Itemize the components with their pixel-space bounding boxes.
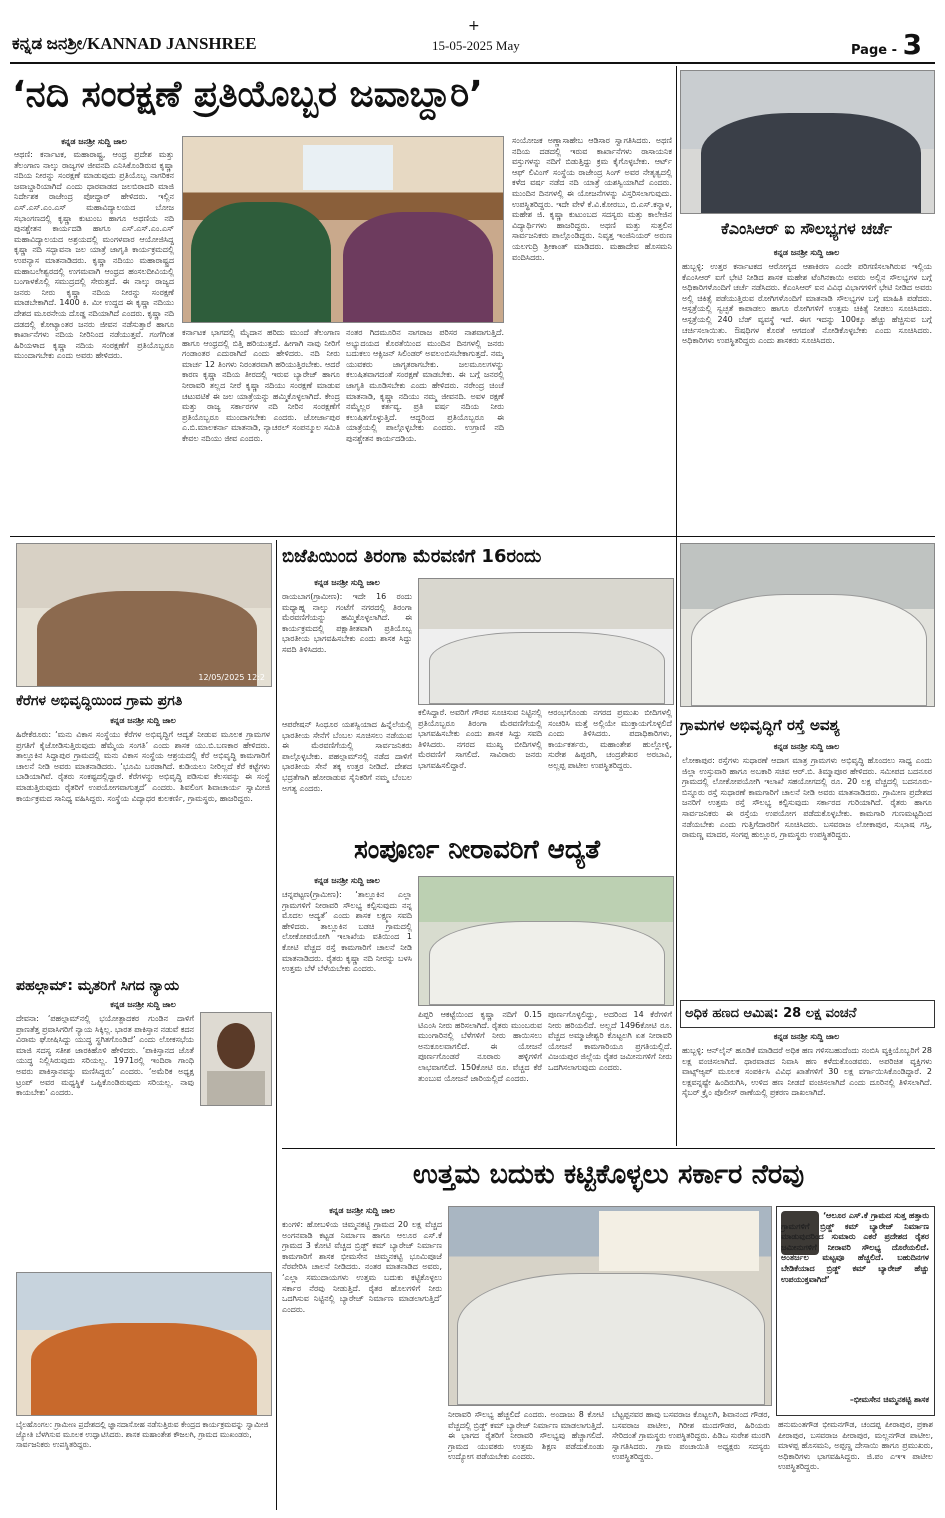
lead-column-3: ನಂತರ ಗಿದಮೂರಿನ ನಾಗರಾಜ ಪರಿಸರ ನಾಶವಾಗುತ್ತಿದೆ. ಅಭ್ಯುದಯದ ಕೊರತೆಯಿಂದ ಮುಂದಿನ ದಿನಗಳಲ್ಲಿ ಜನರು ಬದುಕಲು ಆಕ್ಸಿಜನ್ ಸಿಲಿಂಡರ್ ಅವಲಂಬಿಸಬೇಕಾಗುತ್ತದೆ. ನಮ್ಮ ಯುವಕರು ಜಾಗೃತರಾಗಬೇಕು. ಜಲಮೂಲಗಳನ್ನು ಕಲುಷಿತವಾಗದಂತೆ ಸಂರಕ್ಷಣೆ ಮಾಡಬೇಕು. ಈ ಬಗ್ಗೆ ಜನರಲ್ಲಿ ಜಾಗೃತಿ ಮೂಡಿಸಬೇಕು ಎಂದು ಹೇಳಿದರು. ನರೇಂದ್ರ ಚಿಂಚೆ ಮಾತನಾಡಿ, ಕೃಷ್ಣಾ ನದಿಯು ನಮ್ಮ ಜೀವನದಿ. ಅವಳ ರಕ್ಷಣೆ ನಮ್ಮೆಲ್ಲರ ಕರ್ತವ್ಯ. ಪ್ರತಿ ವರ್ಷ ನದಿಯ ನೀರು ಕಲುಷಿತಗೊಳ್ಳುತ್ತಿದೆ. ಆದ್ದರಿಂದ ಪ್ರತಿಯೊಬ್ಬರೂ ಈ ಯಾತ್ರೆಯಲ್ಲಿ ಪಾಲ್ಗೊಳ್ಳಬೇಕು ಎಂದರು. ಉಗ್ರಾಣಿ ನದಿ ಪುನಶ್ಚೇತನ ಕಾರ್ಯದಡಿಯ. (346, 328, 504, 443)
portrait-shirt (207, 1071, 265, 1105)
month-text: May (495, 38, 520, 53)
masthead-kannada: ಕನ್ನಡ ಜನಶ್ರೀ (12, 34, 83, 53)
better-life-byline: ಕನ್ನಡ ಜನಶ್ರೀ ಸುದ್ದಿ ಜಾಲ (329, 1206, 395, 1215)
page-digit: 3 (902, 28, 923, 61)
bjp-column-1: ಆಪರೇಷನ್ ಸಿಂಧೂರ ಯಶಸ್ವಿಯಾದ ಹಿನ್ನೆಲೆಯಲ್ಲಿ ಭಾರತೀಯ ಸೇನೆಗೆ ಬೆಂಬಲ ಸೂಚಿಸಲು ನಡೆಯುವ ಈ ಮೆರವಣಿಗೆಯಲ್ಲಿ ಸಾರ್ವಜನಿಕರು ಪಾಲ್ಗೊಳ್ಳಬೇಕು. ಪಹಲ್ಗಾಮ್‌ನಲ್ಲಿ ನಡೆದ ದಾಳಿಗೆ ಭಾರತೀಯ ಸೇನೆ ತಕ್ಕ ಉತ್ತರ ನೀಡಿದೆ. ದೇಶದ ಭದ್ರತೆಗಾಗಿ ಹೋರಾಡುವ ಸೈನಿಕರಿಗೆ ನಮ್ಮ ಬೆಂಬಲ ಅಗತ್ಯ ಎಂದರು. (282, 720, 412, 793)
lead-column-2: ಕರ್ನಾಟಕ ಭಾಗದಲ್ಲಿ ಮೈದಾನ ಹರಿದು ಮುಂದೆ ತೆಲಂಗಾಣ ಹಾಗೂ ಆಂಧ್ರದಲ್ಲಿ ಬಿತ್ತಿ ಹರಿಯುತ್ತದೆ. ಹೀಗಾಗಿ ನಾವು ನೀರಿಗೆ ಗಂಡಾಂತರ ಎದುರಾಗಿದೆ ಎಂದು ಹೇಳಿದರು. ನದಿ ನೀರು ಮಾರ್ಚ 12 ತಿಂಗಳು ನಿರಂತರವಾಗಿ ಹರಿಯುತ್ತಿರಬೇಕು. ಆದರೆ ಕಾರಣ ಕೃಷ್ಣಾ ನದಿಯ ತೀರದಲ್ಲಿ ಇರುವ ಬ್ಯಾರೇಜ್ ಹಾಗೂ ನೀರಾವರಿ ತಲ್ಲದ ನೀರೆ ಕೃಷ್ಣಾ ನದಿಯು ಸಂರಕ್ಷಣೆ ಮಾಡುವ ಚಟುವಟಿಕೆ ಈ ಜಲ ಯಾತ್ರೆಯನ್ನು ಹಮ್ಮಿಕೊಳ್ಳಲಾಗಿದೆ. ಕೇಂದ್ರ ಮತ್ತು ರಾಜ್ಯ ಸರ್ಕಾರಗಳ ನದಿ ನೀರಿನ ಸಂರಕ್ಷಣೆಗೆ ಪ್ರತಿಯೊಬ್ಬರೂ ಮುಂದಾಗಬೇಕು ಎಂದರು. ಜೋರ್ಜಾಪುರ ಎ.ಬಿ.ಮಾಲಕರ್ನಾ ಮಾತನಾಡಿ, ನ್ಯಾಚರಲ್ ಸಂಪನ್ಮೂಲ ಸಮಿತಿ ಕೇವಲ ನದಿಯು ಜೀವ ಎಂದರು. (182, 328, 340, 443)
pahalgam-body-a: ದೇವನಾ: ‘ಪಹಲ್ಗಾಮ್‌ನಲ್ಲಿ ಭಯೋತ್ಪಾದಕರ ಗುಂಡಿನ ದಾಳಿಗೆ ಪ್ರಾಣತೆತ್ತ ಪ್ರವಾಸಿಗರಿಗೆ ನ್ಯಾಯ ಸಿಕ್ಕಿಲ್ಲ. ಭಾರತ ಪಾಕಿಸ್ತಾನ ನಡುವೆ ಕದನ ವಿರಾಮ ಘೋಷಿಸಿದ್ದು ಯುದ್ಧ ಸ್ಥಗಿತಗೊಂಡಿದೆ’ ಎಂದು ಲೋಕಸಭೆಯ ಮಾಜಿ ಸದಸ್ಯ ಸತೀಶ ಜಾರಕಿಹೊಳಿ ಹೇಳಿದರು. ‘ಪಾಕಿಸ್ತಾನದ ಜೊತೆ ಯುದ್ಧ ನಿಲ್ಲಿಸಿರುವುದು ಸರಿಯಲ್ಲ. 1971ರಲ್ಲಿ ಇಂದಿರಾ ಗಾಂಧಿ ಅವರು ಪಾಕಿಸ್ತಾನವನ್ನು ಮಣಿಸಿದ್ದರು’ ಎಂದರು. ‘ಅಮೆರಿಕ ಅಧ್ಯಕ್ಷ ಟ್ರಂಪ್ ಅವರ ಮಧ್ಯಸ್ಥಿಕೆ ಒಪ್ಪಿಕೊಂಡಿರುವುದು ಸರಿಯಲ್ಲ. ನಾವು ಕಾಯಬೇಕು’ ಎಂದರು. (16, 1014, 194, 1098)
masthead (12, 34, 257, 54)
fraud-byline: ಕನ್ನಡ ಜನಶ್ರೀ ಸುದ್ದಿ ಜಾಲ (773, 1032, 840, 1041)
lead-photo-group-right (343, 212, 493, 322)
better-life-column-1: ಕುಂಗಳಿ: ಹೋಬಳಿಯ ಚಿಮ್ಮನಕಟ್ಟಿ ಗ್ರಾಮದ 20 ಲಕ್ಷ ವೆಚ್ಚದ ಅಂಗನವಾಡಿ ಕಟ್ಟಡ ನಿರ್ಮಾಣ ಹಾಗೂ ಆಲೂರ ಎಸ್.ಕೆ ಗ್ರಾಮದ 3 ಕೋಟಿ ವೆಚ್ಚದ ಬ್ರಿಡ್ಜ್ ಕಮ್ ಬ್ಯಾರೇಜ್ ನಿರ್ಮಾಣ ಕಾಮಗಾರಿಗೆ ಶಾಸಕ ಭೀಮಸೇನ ಚಿಮ್ಮನಕಟ್ಟಿ ಭೂಮಿಪೂಜೆ ನೆರವೇರಿಸಿ ಚಾಲನೆ ನೀಡಿದರು. ನಂತರ ಮಾತನಾಡಿದ ಅವರು, ‘ಎಲ್ಲಾ ಸಮುದಾಯಗಳು ಉತ್ತಮ ಬದುಕು ಕಟ್ಟಿಕೊಳ್ಳಲು ಸರ್ಕಾರ ನೆರವು ನೀಡುತ್ತಿದೆ. ರೈತರ ಹೊಲಗಳಿಗೆ ನೀರು ಒದಗಿಸುವ ನಿಟ್ಟಿನಲ್ಲಿ ಬ್ಯಾರೇಜ್ ನಿರ್ಮಾಣ ಮಾಡಲಾಗುತ್ತಿದೆ’ ಎಂದರು. (282, 1220, 442, 1314)
bjp-intro: ರಾಯಬಾಗ(ಗ್ರಾಮೀಣ): ಇದೇ 16 ರಂದು ಮಧ್ಯಾಹ್ನ ನಾಲ್ಕು ಗಂಟೆಗೆ ನಗರದಲ್ಲಿ ತಿರಂಗಾ ಮೆರವಣಿಗೆಯನ್ನು ಹಮ್ಮಿಕೊಳ್ಳಲಾಗಿದೆ. ಈ ಕಾರ್ಯಕ್ರಮದಲ್ಲಿ ಪಕ್ಷಾತೀತವಾಗಿ ಪ್ರತಿಯೊಬ್ಬ ಭಾರತೀಯ ಭಾಗವಹಿಸಬೇಕು ಎಂದು ಶಾಸಕ ಸಿದ್ದು ಸವದಿ ತಿಳಿಸಿದರು. (282, 592, 412, 654)
irrigation-column-2: ಪಿಪ್ಪರಿ ಆಕಟ್ಟೆಯಿಂದ ಕೃಷ್ಣಾ ನದಿಗೆ 0.15 ಟಿಎಂಸಿ ನೀರು ಹರಿಸಲಾಗಿದೆ. ರೈತರು ಮುಂಬರುವ ಮುಂಗಾರಿನಲ್ಲಿ ಬೆಳೆಗಳಿಗೆ ನೀರು ಹಾಯಿಸಲು ಅನುಕೂಲವಾಗಲಿದೆ. ಈ ಯೋಜನೆ ಪೂರ್ಣಗೊಂಡರೆ ನೂರಾರು ಹಳ್ಳಿಗಳಿಗೆ ಲಾಭವಾಗಲಿದೆ. 150ಕೋಟಿ ರೂ. ವೆಚ್ಚದ ಕೆರೆ ತುಂಬುವ ಯೋಜನೆ ಜಾರಿಯಲ್ಲಿದೆ ಎಂದರು. (418, 1010, 542, 1083)
quote-attribution: –ಭೀಮಸೇನ ಚಿಮ್ಮನಕಟ್ಟಿ ಶಾಸಕ (849, 1395, 929, 1404)
lead-column-1: ಆಥಣಿ: ಕರ್ನಾಟಕ, ಮಹಾರಾಷ್ಟ್ರ, ಆಂಧ್ರ ಪ್ರದೇಶ ಮತ್ತು ತೆಲಂಗಾಣ ನಾಲ್ಕು ರಾಜ್ಯಗಳ ಜೀವನದಿ ಎನಿಸಿಕೊಂಡಿರುವ ಕೃಷ್ಣಾ ನದಿಯ ನೀರನ್ನು ಸಂರಕ್ಷಣೆ ಮಾಡುವುದು ಪ್ರತಿಯೊಬ್ಬ ನಾಗರಿಕನ ಜವಾಬ್ದಾರಿಯಾಗಿದೆ ಎಂದು ಧಾರವಾಡದ ಜಲಬಿರಾದರಿ ಮಾಜಿ ನಿರ್ದೇಶಕ ರಾಜೇಂದ್ರ ಪೋದ್ದಾರ್ ಹೇಳಿದರು. ಇಲ್ಲಿನ ಎಸ್.ಎಸ್.ಎಂ.ಎಸ್ ಮಹಾವಿದ್ಯಾಲಯದ ಬೋಜ ಸಭಾಂಗಣದಲ್ಲಿ ಕೃಷ್ಣಾ ಕುಟುಂಬ ಹಾಗೂ ಅಥಣಿಯ ನದಿ ಪುನಶ್ಚೇತನ ಕಾರ್ಯದಡಿ ಹಾಗೂ ಎಸ್.ಎಸ್.ಎಂ.ಎಸ್ ಮಹಾವಿದ್ಯಾಲಯದ ಅಶ್ರಯದಲ್ಲಿ ಮಂಗಳವಾರ ಆಯೋಜಿಸಿದ್ದ ಕೃಷ್ಣಾ ನದಿ ಸದ್ಭಾವನಾ ಜಲ ಯಾತ್ರೆ ಜಾಗೃತಿ ಕಾರ್ಯಕ್ರಮದಲ್ಲಿ ಉಪನ್ಯಾಸ ಮಾತನಾಡಿದರು. ಕೃಷ್ಣಾ ನದಿಯು ಮಹಾರಾಷ್ಟ್ರದ ಮಹಾಬಲೇಶ್ವರದಲ್ಲಿ ಉಗಮವಾಗಿ ಆಂಧ್ರದ ಹಂಸಲದೀವಿಯಲ್ಲಿ ಬಂಗಾಳಕೊಲ್ಲಿ ಸಮುದ್ರದಲ್ಲಿ ಸೇರುತ್ತದೆ. ಈ ನಾಲ್ಕು ರಾಜ್ಯದ ಜನರು ನೀರು ಕೃಷ್ಣಾ ನದಿಯ ನೀರನ್ನು ಸಂರಕ್ಷಣೆ ಮಾಡಬೇಕಾಗಿದೆ. 1400 ಕಿ. ಮೀ ಉದ್ದದ ಈ ಕೃಷ್ಣಾ ನದಿಯು ದೇಶದ ಮೂರನೇಯ ದೊಡ್ಡ ನದಿಯಾಗಿದೆ ಎಂದರು. ಕೃಷ್ಣಾ ನದಿ ದಡದಲ್ಲಿ ಕೋಟ್ಯಾಂತರ ಜನರು ಜೀವನ ನಡೆಸುತ್ತಾರೆ ಹಾಗೂ ಕಾರ್ಖಾನೆಗಳು ನದಿಯ ನೀರಿನಿಂದ ನಡೆಯುತ್ತವೆ. ಗಂಗೆಗಿಂತ ಹಿರಿಯಳಾದ ಕೃಷ್ಣಾ ನದಿಯ ಸಂರಕ್ಷಣೆಗೆ ಪ್ರತಿಯೊಬ್ಬರೂ ಮುಂದಾಗಬೇಕು ಎಂದು ಅವರು ಹೇಳಿದರು. (14, 150, 174, 361)
better-life-photo-people (457, 1273, 765, 1405)
irrigation-photo-people (429, 921, 665, 1005)
portrait-face (217, 1023, 255, 1069)
roads-headline: ಗ್ರಾಮಗಳ ಅಭಿವೃದ್ಧಿಗೆ ರಸ್ತೆ ಅವಶ್ಯ (680, 716, 840, 734)
header-rule (10, 62, 935, 64)
better-life-column-4: ಹನುಮಂತಗೌಡ ಭೀಮನಗೌಡ, ಚಂದಪ್ಪ ಪೀರಾಪುರ, ಪ್ರಕಾಶ ಪೀರಾಪುರ, ಬಸವರಾಜ ಪೀರಾಪುರ, ಮಲ್ಲನಗೌಡ ಪಾಟೀಲ, ಮಾಳಪ್ಪ ಹೊಸಮನಿ, ಅಪ್ಪಣ್ಣ ದೇಸಾಯಿ ಹಾಗೂ ಪ್ರಮುಖರು, ಅಧಿಕಾರಿಗಳು ಭಾಗವಹಿಸಿದ್ದರು. ಜಿ.ಪಂ ಎಇಇ ಪಾಟೀಲ ಉಪಸ್ಥಿತರಿದ್ದರು. (778, 1420, 933, 1472)
bjp-column-2: ಕಲಿಸಿದ್ದಾರೆ. ಅವರಿಗೆ ಗೌರವ ಸೂಚಿಸುವ ನಿಟ್ಟಿನಲ್ಲಿ ಪ್ರತಿಯೊಬ್ಬರೂ ತಿರಂಗಾ ಮೆರವಣಿಗೆಯಲ್ಲಿ ಭಾಗವಹಿಸಬೇಕು ಎಂದು ಶಾಸಕ ಸಿದ್ದು ಸವದಿ ತಿಳಿಸಿದರು. ನಗರದ ಮುಖ್ಯ ಬೀದಿಗಳಲ್ಲಿ ಮೆರವಣಿಗೆ ಸಾಗಲಿದೆ. ಸಾವಿರಾರು ಜನರು ಭಾಗವಹಿಸಲಿದ್ದಾರೆ. (418, 708, 542, 770)
irrigation-photo (418, 876, 674, 1006)
lead-photo-group-left (191, 202, 331, 322)
bottom-section-rule (282, 1148, 935, 1149)
page-number (851, 28, 922, 61)
roads-photo-people (691, 594, 927, 706)
better-life-column-3: ಬೆಟ್ಟಪ್ಪನವರ ಹಾವು ಬಸವರಾಜ ಕೊಟ್ಟಲಗಿ, ಶಿವಾನಂದ ಗೌಡರ, ಬಸವರಾಜ ಪಾಟೀಲ, ಗಿರೀಶ ಮುದಗೌಡರ, ಹಿರಿಯರು ಸೇರಿದಂತೆ ಗ್ರಾಮಸ್ಥರು ಉಪಸ್ಥಿತರಿದ್ದರು. ಪಿಡಿಒ ಸುರೇಶ ಮುರಗಿ ಸ್ವಾಗತಿಸಿದರು. ಗ್ರಾಮ ಪಂಚಾಯಿತಿ ಅಧ್ಯಕ್ಷರು ಸದಸ್ಯರು ಉಪಸ್ಥಿತರಿದ್ದರು. (612, 1410, 770, 1462)
fraud-headline-box (680, 1000, 935, 1028)
lead-column-4: ಸಂಯೋಜಕ ಅಣ್ಣಾಸಾಹೇಬ ಆಡಿಸಾರ ಸ್ವಾಗತಿಸಿದರು. ಅಥಣಿ ನದಿಯ ದಡದಲ್ಲಿ ಇರುವ ಕಾರ್ಖಾನೆಗಳು ರಾಸಾಯನಿಕ ವಸ್ತುಗಳನ್ನು ನದಿಗೆ ಬಿಡುತ್ತಿದ್ದು ಕ್ರಮ ಕೈಗೊಳ್ಳಬೇಕು. ಆರ್ಟ್ ಆಫ್ ಲಿವಿಂಗ್ ಸಂಸ್ಥೆಯ ರಾಜೇಂದ್ರ ಸಿಂಗ್ ಅವರ ನೇತೃತ್ವದಲ್ಲಿ ಕಳೆದ ವರ್ಷ ನಡೆದ ನದಿ ಯಾತ್ರೆ ಯಶಸ್ವಿಯಾಗಿದೆ ಎಂದರು. ಮುಂದಿನ ದಿನಗಳಲ್ಲಿ ಈ ಯೋಜನೆಗಳನ್ನು ವಿಸ್ತರಿಸಲಾಗುವುದು. ಉಪಸ್ಥಿತರಿದ್ದರು. ಇದೇ ವೇಳೆ ಕೆ.ವಿ.ಕೋರಬು, ಬಿ.ಎಸ್.ಕನ್ನಾಳ, ಮಹೇಶ ಜಿ. ಕೃಷ್ಣಾ ಕುಟುಂಬದ ಸದಸ್ಯರು ಮತ್ತು ಕಾಲೇಜಿನ ವಿದ್ಯಾರ್ಥಿಗಳು ಹಾಜರಿದ್ದರು. ಅಥಣಿ ಮತ್ತು ಸುತ್ತಲಿನ ಸಾರ್ವಜನಿಕರು ಪಾಲ್ಗೊಂಡಿದ್ದರು. ನಿವೃತ್ತ ಇಂಜಿನಿಯರ್ ಅರುಣ ಯಲಗುದ್ರಿ ಶ್ರೀಕಾಂತ್ ಮಾಡಿದರು. ಮಹಾದೇವ ಹೊಸಮನಿ ವಂದಿಸಿದರು. (512, 136, 672, 262)
bottom-left-photo (16, 1272, 272, 1416)
irrigation-byline: ಕನ್ನಡ ಜನಶ್ರೀ ಸುದ್ದಿ ಜಾಲ (314, 876, 380, 885)
kere-byline: ಕನ್ನಡ ಜನಶ್ರೀ ಸುದ್ದಿ ಜಾಲ (110, 716, 176, 725)
irrigation-column-1: ಚನ್ನಪಟ್ಟಣ(ಗ್ರಾಮೀಣ): ‘ತಾಲ್ಲೂಕಿನ ಎಲ್ಲಾ ಗ್ರಾಮಗಳಿಗೆ ನೀರಾವರಿ ಸೌಲಭ್ಯ ಕಲ್ಪಿಸುವುದು ನನ್ನ ಮೊದಲ ಆದ್ಯತೆ’ ಎಂದು ಶಾಸಕ ಲಕ್ಷ್ಮಣ ಸವದಿ ಹೇಳಿದರು. ತಾಲ್ಲೂಕಿನ ಬಡಚಿ ಗ್ರಾಮದಲ್ಲಿ ಲೋಕೋಪಯೋಗಿ ಇಲಾಖೆಯ ವತಿಯಿಂದ 1 ಕೋಟಿ ವೆಚ್ಚದ ರಸ್ತೆ ಕಾಮಗಾರಿಗೆ ಚಾಲನೆ ನೀಡಿ ಮಾತನಾಡಿದರು. ರೈತರು ಕೃಷ್ಣಾ ನದಿ ನೀರನ್ನು ಬಳಸಿ ಉತ್ತಮ ಬೆಳೆ ಬೆಳೆಯಬೇಕು ಎಂದರು. (282, 890, 412, 974)
pahalgam-headline: ಪಹಲ್ಗಾಮ್: ಮೃತರಿಗೆ ಸಿಗದ ನ್ಯಾಯ (16, 978, 180, 994)
lead-photo-screen (303, 145, 393, 190)
kmcr-body: ಹುಬ್ಬಳ್ಳಿ: ಉತ್ತರ ಕರ್ನಾಟಕದ ಆರೋಗ್ಯದ ಆಶಾಕಿರಣ ಎಂದೇ ಪರಿಗಣಿಸಲಾಗಿರುವ ಇಲ್ಲಿಯ ಕೆಎಂಸಿಆರ್ ಐಗೆ ಭೇಟಿ ನೀಡಿದ ಶಾಸಕ ಮಹೇಶ ಟೆಂಗಿನಕಾಯಿ ಅವರು ಅಲ್ಲಿನ ಸೌಲಭ್ಯಗಳ ಬಗ್ಗೆ ಅಧಿಕಾರಿಗಳೊಂದಿಗೆ ಚರ್ಚೆ ನಡೆಸಿದರು. ಕೆಎಂಸಿಆರ್ ಐನ ವಿವಿಧ ವಿಭಾಗಗಳಿಗೆ ಭೇಟಿ ನೀಡಿದ ಅವರು ಅಲ್ಲಿ ಚಿಕಿತ್ಸೆ ಪಡೆಯುತ್ತಿರುವ ರೋಗಿಗಳೊಂದಿಗೆ ಮಾತನಾಡಿ ಸೌಲಭ್ಯಗಳ ಬಗ್ಗೆ ಮಾಹಿತಿ ಪಡೆದರು. ಆಸ್ಪತ್ರೆಯಲ್ಲಿ ಸ್ವಚ್ಛತೆ ಕಾಪಾಡಲು ಹಾಗೂ ರೋಗಿಗಳಿಗೆ ಉತ್ತಮ ಚಿಕಿತ್ಸೆ ನೀಡಲು ಸೂಚಿಸಿದರು. ಆಸ್ಪತ್ರೆಯಲ್ಲಿ 240 ಬೆಡ್ ವ್ಯವಸ್ಥೆ ಇದೆ. ಈಗ ಇದನ್ನು 100ಕ್ಕೂ ಹೆಚ್ಚು ಹೆಚ್ಚಿಸುವ ಬಗ್ಗೆ ಚರ್ಚಿಸಲಾಯಿತು. ಔಷಧಿಗಳ ಕೊರತೆ ಆಗದಂತೆ ನೋಡಿಕೊಳ್ಳಬೇಕು ಎಂದು ಸೂಚಿಸಿದರು. ಅಧಿಕಾರಿಗಳು ಉಪಸ್ಥಿತರಿದ್ದರು ಎಂದು ಶಾಸಕರು ಸೂಚಿಸಿದರು. (682, 262, 932, 346)
roads-photo (680, 543, 935, 707)
kere-photo-people (37, 591, 257, 686)
pahalgam-body-b (16, 1110, 270, 1210)
issue-date (432, 38, 520, 54)
quote-text: ‘ಆಲೂರ ಎಸ್.ಕೆ ಗ್ರಾಮದ ಸುತ್ತ ಹತ್ತಾರು ಗ್ರಾಮಗಳಿಗೆ ಬ್ರಿಡ್ಜ್ ಕಮ್ ಬ್ಯಾರೇಜ್ ನಿರ್ಮಾಣ ಮಾಡುವುದರಿಂದ ಸುಮಾರು ಎಕರೆ ಪ್ರದೇಶದ ರೈತರ ಜಮೀನುಗಳಿಗೆ ನೀರಾವರಿ ಸೌಲಭ್ಯ ದೊರೆಯಲಿದೆ. ಅಂತರ್ಜಲ ಮಟ್ಟವೂ ಹೆಚ್ಚಲಿದೆ. ಬಹುದಿನಗಳ ಬೇಡಿಕೆಯಾದ ಬ್ರಿಡ್ಜ್ ಕಮ್ ಬ್ಯಾರೇಜ್ ಹೆಚ್ಚು ಉಪಯುಕ್ತವಾಗಿದೆ’ (781, 1211, 929, 1284)
pahalgam-byline: ಕನ್ನಡ ಜನಶ್ರೀ ಸುದ್ದಿ ಜಾಲ (110, 1000, 176, 1009)
bjp-byline: ಕನ್ನಡ ಜನಶ್ರೀ ಸುದ್ದಿ ಜಾಲ (314, 578, 380, 587)
irrigation-column-3: ಪೂರ್ಣಗೊಳ್ಳಲಿದ್ದು, ಅದರಿಂದ 14 ಕೆರೆಗಳಿಗೆ ನೀರು ಹರಿಯಲಿದೆ. ಅಲ್ಲದೆ 1496ಕೋಟಿ ರೂ. ವೆಚ್ಚದ ಅಮ್ಮಾಜೇಶ್ವರಿ ಕೊಟ್ಟಲಗಿ ಏತ ನೀರಾವರಿ ಯೋಜನೆ ಕಾಮಗಾರಿಯೂ ಪ್ರಗತಿಯಲ್ಲಿದೆ. ವಿಜಯಪುರ ಜಿಲ್ಲೆಯ ರೈತರ ಜಮೀನುಗಳಿಗೆ ನೀರು ಒದಗಿಸಲಾಗುವುದು ಎಂದರು. (548, 1010, 672, 1072)
kmcr-headline: ಕೆಎಂಸಿಆರ್ ಐ ಸೌಲಭ್ಯಗಳ ಚರ್ಚೆ (720, 219, 893, 238)
masthead-separator: / (82, 34, 88, 53)
column-rule-right (676, 66, 677, 1146)
bjp-headline: ಬಿಜೆಪಿಯಿಂದ ತಿರಂಗಾ ಮೆರವಣಿಗೆ 16ರಂದು (282, 546, 542, 567)
lead-byline: ಕನ್ನಡ ಜನಶ್ರೀ ಸುದ್ದಿ ಜಾಲ (61, 137, 127, 146)
kere-body: ಹಿರೇಕೆರೂರು: ‘ಮನು ವಿಕಾಸ ಸಂಸ್ಥೆಯು ಕೆರೆಗಳ ಅಭಿವೃದ್ಧಿಗೆ ಆದ್ಯತೆ ನೀಡುವ ಮೂಲಕ ಗ್ರಾಮಗಳ ಪ್ರಗತಿಗೆ ಕೈಜೋಡಿಸುತ್ತಿರುವುದು ಹೆಮ್ಮೆಯ ಸಂಗತಿ’ ಎಂದು ಶಾಸಕ ಯು.ಬಿ.ಬಣಕಾರ ಹೇಳಿದರು. ತಾಲ್ಲೂಕಿನ ಸಿದ್ದಾಪುರ ಗ್ರಾಮದಲ್ಲಿ ಮನು ವಿಕಾಸ ಸಂಸ್ಥೆಯ ಆಶ್ರಯದಲ್ಲಿ ಕೆರೆ ಅಭಿವೃದ್ಧಿ ಕಾಮಗಾರಿಗೆ ಚಾಲನೆ ನೀಡಿ ಅವರು ಮಾತನಾಡಿದರು. ‘ಭೂಮಿ ಬರಡಾಗಿದೆ. ಕುಡಿಯಲು ನೀರಿಲ್ಲದೆ ಕೆರೆ ಕಟ್ಟೆಗಳು ಬಾಡಿಯಾಗಿವೆ. ರೈತರು ಸಂಕಷ್ಟದಲ್ಲಿದ್ದಾರೆ. ಕೆರೆಗಳನ್ನು ಅಭಿವೃದ್ಧಿ ಪಡಿಸುವ ಕೆಲಸವನ್ನು ಈ ಸಂಸ್ಥೆ ಮಾಡುತ್ತಿರುವುದು ರೈತರಿಗೆ ಉಪಯೋಗವಾಗುತ್ತದೆ’ ಎಂದರು. ಶಿವಲಿಂಗ ಶಿವಾಚಾರ್ಯ ಸ್ವಾಮೀಜಿ ಕಾರ್ಯಕ್ರಮದ ಸಾನಿಧ್ಯ ವಹಿಸಿದ್ದರು. ಸಂಸ್ಥೆಯ ವಿದ್ಯಾಧರ ಕುಲಕರ್ಣಿ, ಗ್ರಾಮಸ್ಥರು, ಹಾಜರಿದ್ದರು. (16, 730, 270, 803)
mid-rule (10, 536, 935, 537)
kmcr-byline: ಕನ್ನಡ ಜನಶ್ರೀ ಸುದ್ದಿ ಜಾಲ (773, 248, 840, 257)
kere-photo-stamp: 12/05/2025 12:2 (198, 673, 265, 682)
bjp-photo (418, 578, 674, 705)
better-life-banner (599, 1211, 759, 1271)
kere-photo (16, 543, 272, 687)
masthead-english: KANNAD JANSHREE (87, 34, 257, 53)
lead-photo (182, 136, 504, 323)
lead-headline: ‘ನದಿ ಸಂರಕ್ಷಣೆ ಪ್ರತಿಯೊಬ್ಬರ ಜವಾಬ್ದಾರಿ’ (12, 74, 483, 115)
roads-byline: ಕನ್ನಡ ಜನಶ್ರೀ ಸುದ್ದಿ ಜಾಲ (773, 742, 840, 751)
pahalgam-portrait (200, 1012, 272, 1106)
better-life-headline: ಉತ್ತಮ ಬದುಕು ಕಟ್ಟಿಕೊಳ್ಳಲು ಸರ್ಕಾರ ನೆರವು (412, 1159, 805, 1190)
irrigation-headline: ಸಂಪೂರ್ಣ ನೀರಾವರಿಗೆ ಆದ್ಯತೆ (353, 835, 601, 865)
registration-cross: + (468, 18, 480, 34)
date-text: 15-05-2025 (432, 38, 493, 53)
fraud-body: ಹುಬ್ಬಳ್ಳಿ: ಆನ್‌ಲೈನ್ ಹೂಡಿಕೆ ಮಾಡಿದರೆ ಅಧಿಕ ಹಣ ಗಳಿಸಬಹುದೆಂದು ನಂಬಿಸಿ ವ್ಯಕ್ತಿಯೊಬ್ಬರಿಗೆ 28 ಲಕ್ಷ ವಂಚಿಸಲಾಗಿದೆ. ಧಾರವಾಡದ ನಿವಾಸಿ ಹಣ ಕಳೆದುಕೊಂಡವರು. ಅಪರಿಚಿತ ವ್ಯಕ್ತಿಗಳು ವಾಟ್ಸ್‌ಆ್ಯಪ್ ಮೂಲಕ ಸಂಪರ್ಕಿಸಿ ವಿವಿಧ ಖಾತೆಗಳಿಗೆ 30 ಲಕ್ಷ ವರ್ಗಾಯಿಸಿಕೊಂಡಿದ್ದಾರೆ. 2 ಲಕ್ಷವನ್ನಷ್ಟೇ ಹಿಂದಿರುಗಿಸಿ, ಉಳಿದ ಹಣ ನೀಡದೆ ವಂಚಿಸಲಾಗಿದೆ ಎಂದು ದೂರಿನಲ್ಲಿ ತಿಳಿಸಲಾಗಿದೆ. ಸೈಬರ್ ಕ್ರೈಂ ಪೊಲೀಸ್ ಠಾಣೆಯಲ್ಲಿ ಪ್ರಕರಣ ದಾಖಲಾಗಿದೆ. (682, 1046, 932, 1098)
bjp-photo-people (429, 632, 665, 704)
better-life-column-2: ನೀರಾವರಿ ಸೌಲಭ್ಯ ಹೆಚ್ಚಲಿದೆ ಎಂದರು. ಅಂದಾಜು 8 ಕೋಟಿ ವೆಚ್ಚದಲ್ಲಿ ಬ್ರಿಡ್ಜ್ ಕಮ್ ಬ್ಯಾರೇಜ್ ನಿರ್ಮಾಣ ಮಾಡಲಾಗುತ್ತಿದೆ. ಈ ಭಾಗದ ರೈತರಿಗೆ ನೀರಾವರಿ ಸೌಲಭ್ಯವು ಹೆಚ್ಚಾಗಲಿದೆ. ಗ್ರಾಮದ ಯುವಕರು ಉತ್ತಮ ಶಿಕ್ಷಣ ಪಡೆದುಕೊಂಡು ಉದ್ಯೋಗ ಪಡೆಯಬೇಕು ಎಂದರು. (448, 1410, 604, 1462)
kmcr-photo (680, 70, 935, 214)
fraud-headline: ಅಧಿಕ ಹಣದ ಆಮಿಷ: 28 ಲಕ್ಷ ವಂಚನೆ (685, 1006, 857, 1021)
bottom-left-caption: ಬೈಲಹೊಂಗಲ: ಗ್ರಾಮೀಣ ಪ್ರದೇಶದಲ್ಲಿ ಜ್ಞಾನದಾಸೋಹ ನಡೆಸುತ್ತಿರುವ ಕೇಂದ್ರದ ಕಾರ್ಯಕ್ರಮವನ್ನು ಸ್ವಾಮೀಜಿ ಜ್ಯೋತಿ ಬೆಳಗಿಸುವ ಮೂಲಕ ಉದ್ಘಾಟಿಸಿದರು. ಶಾಸಕ ಮಹಾಂತೇಶ ಕೌಜಲಗಿ, ಗ್ರಾಮದ ಮುಖಂಡರು, ಸಾರ್ವಜನಿಕರು ಉಪಸ್ಥಿತರಿದ್ದರು. (16, 1420, 269, 1449)
kmcr-photo-people (701, 113, 921, 213)
column-rule-left (276, 540, 277, 1510)
roads-body: ಲೋಕಾಪುರ: ರಸ್ತೆಗಳು ಸುಧಾರಣೆ ಆದಾಗ ಮಾತ್ರ ಗ್ರಾಮಗಳು ಅಭಿವೃದ್ಧಿ ಹೊಂದಲು ಸಾಧ್ಯ ಎಂದು ಜಿಲ್ಲಾ ಉಸ್ತುವಾರಿ ಹಾಗೂ ಅಬಕಾರಿ ಸಚಿವ ಆರ್.ಬಿ. ತಿಮ್ಮಾಪೂರ ಹೇಳಿದರು. ಸಮೀಪದ ಬದನೂರ ಗ್ರಾಮದಲ್ಲಿ ಲೋಕೋಪಯೋಗಿ ಇಲಾಖೆ ಸಹಯೋಗದಲ್ಲಿ ರೂ. 20 ಲಕ್ಷ ವೆಚ್ಚದಲ್ಲಿ ಬದನೂರು-ಬಿನ್ನೂರು ರಸ್ತೆ ಸುಧಾರಣೆ ಕಾಮಗಾರಿಗೆ ಚಾಲನೆ ನೀಡಿ ಅವರು ಮಾತನಾಡಿದರು. ಗ್ರಾಮೀಣ ಪ್ರದೇಶದ ಜನರಿಗೆ ಉತ್ತಮ ರಸ್ತೆ ಸೌಲಭ್ಯ ಕಲ್ಪಿಸುವುದು ಸರ್ಕಾರದ ಗುರಿಯಾಗಿದೆ. ರೈತರು ಹಾಗೂ ಸಾರ್ವಜನಿಕರು ಈ ರಸ್ತೆಯ ಉಪಯೋಗ ಪಡೆದುಕೊಳ್ಳಬೇಕು. ಕಾಮಗಾರಿ ಗುಣಮಟ್ಟದಿಂದ ನಡೆಯಬೇಕು ಎಂದು ಗುತ್ತಿಗೆದಾರರಿಗೆ ಸೂಚಿಸಿದರು. ಬಸವರಾಜ ಲೋಕಾಪುರ, ಸುಭಾಷ ಗಸ್ತಿ, ರಾಮಣ್ಣ ಮಾದರ, ಸಂಗಪ್ಪ ಹುಲ್ಲೂರ, ಗ್ರಾಮಸ್ಥರು ಉಪಸ್ಥಿತರಿದ್ದರು. (682, 756, 932, 840)
better-life-photo (448, 1206, 772, 1406)
page-label: Page - (851, 43, 897, 58)
better-life-quote-box (776, 1206, 935, 1416)
kere-headline: ಕೆರೆಗಳ ಅಭಿವೃದ್ಧಿಯಿಂದ ಗ್ರಾಮ ಪ್ರಗತಿ (16, 693, 183, 709)
bottom-left-photo-people (31, 1323, 257, 1415)
bjp-column-3: ಆರಂಭಗೊಂಡು ನಗರದ ಪ್ರಮುಖ ಬೀದಿಗಳಲ್ಲಿ ಸಂಚರಿಸಿ ಮತ್ತೆ ಅಲ್ಲಿಯೇ ಮುಕ್ತಾಯಗೊಳ್ಳಲಿದೆ ಎಂದು ತಿಳಿಸಿದರು. ಪದಾಧಿಕಾರಿಗಳು, ಕಾರ್ಯಕರ್ತರು, ಮಹಾಂತೇಶ ಹುಲ್ಲೋಳ್ಳಿ, ಸುರೇಶ ಹಿಪ್ಪರಗಿ, ಚಂದ್ರಶೇಖರ ಅರಬಾವಿ, ಅಲ್ಲಪ್ಪ ಪಾಟೀಲ ಉಪಸ್ಥಿತರಿದ್ದರು. (548, 708, 672, 770)
